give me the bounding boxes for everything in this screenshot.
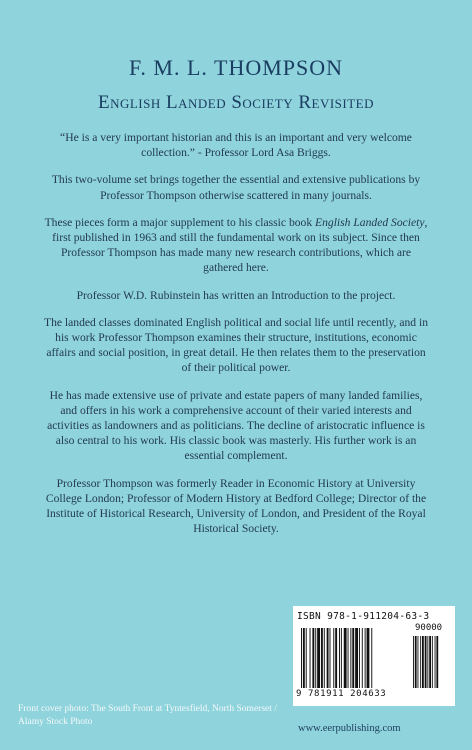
author-name: F. M. L. THOMPSON [128,55,344,80]
blurb-paragraph-7: Professor Thompson was formerly Reader in Economic History at University College London; Professor of Modern History at Bedford College; Director of the Institute of Historical Research, University of London, and President of the Royal Historical Society. [45,476,427,536]
barcode-icon [301,628,407,688]
barcode-addon-number: 90000 [415,623,443,633]
publisher-website: www.eerpublishing.com [298,723,401,734]
barcode-number: 9 781911 204633 [296,689,387,699]
blurb-paragraph-6: He has made extensive use of private and estate papers of many landed families, and offers in his work a comprehensive account of their varied interests and activities as landowners and as politicians. The decline of aristocratic influence is also central to his work. His classic book was masterly. His further work is an essential complement. [47,388,425,463]
blurb-paragraph-2: This two-volume set brings together the essential and extensive publications by Professor Thompson otherwise scattered in many journals. [51,173,421,202]
blurb-paragraph-3 [44,215,428,276]
back-cover-blurb [44,130,428,548]
classic-book-title: English Landed Society [315,215,425,229]
blurb-paragraph-3-part-b: , first published in 1963 and still the fundamental work on its subject. Since then Professor Thompson has made many new research contributions, which are gathered here. [52,215,428,275]
barcode-box [293,606,455,706]
book-title: English Landed Society Revisited [97,92,374,113]
review-quote: “He is a very important historian and this is an important and very welcome collection.” - Professor Lord Asa Briggs. [60,131,412,160]
blurb-paragraph-4: Professor W.D. Rubinstein has written an Introduction to the project. [76,288,396,302]
blurb-paragraph-3-part-a: These pieces form a major supplement to his classic book [44,215,316,229]
blurb-paragraph-5: The landed classes dominated English political and social life until recently, and in his work Professor Thompson examines their structure, institutions, economic affairs and social position, in great detail. He then relates them to the preservation of their political power. [44,315,428,375]
cover-photo-credit: Front cover photo: The South Front at Tyntesfield, North Somerset / Alamy Stock Photo [18,704,277,727]
barcode-addon-icon [413,636,449,688]
isbn-text: ISBN 978-1-911204-63-3 [297,611,430,622]
